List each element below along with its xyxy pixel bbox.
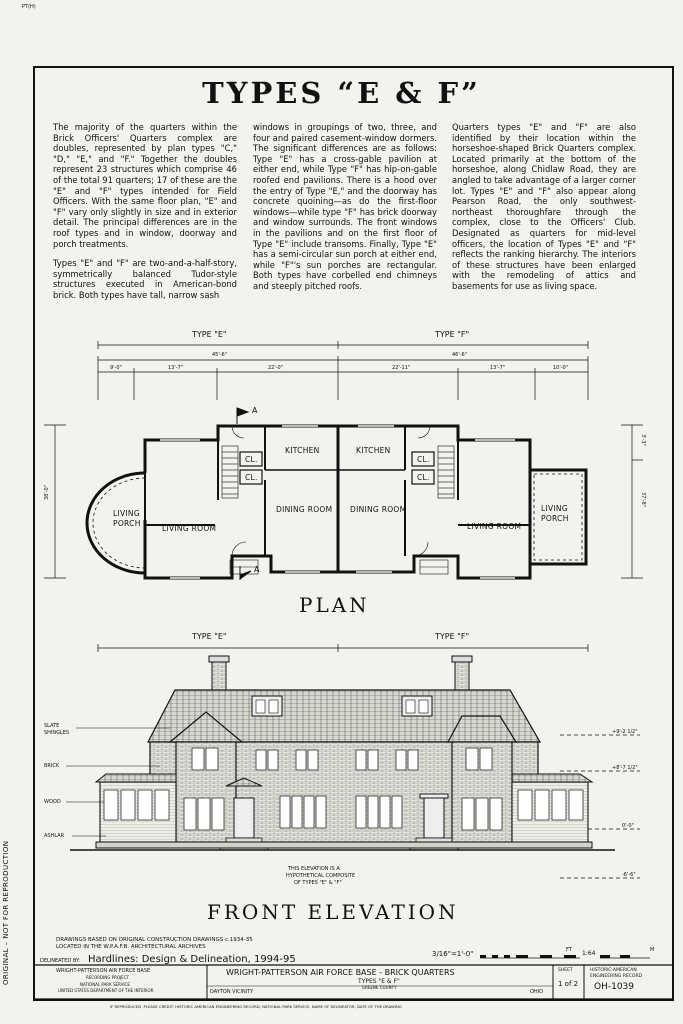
dim-overall-e: 45'-6" xyxy=(212,352,228,358)
haer-line-1: HISTORIC AMERICAN xyxy=(590,968,637,973)
elevation-caption: FRONT ELEVATION xyxy=(207,900,459,924)
scale-ft: FT xyxy=(566,947,572,953)
room-living-porch-right: LIVING xyxy=(541,504,568,513)
paragraph: Quarters types "E" and "F" are also identified by their location within the horseshoe-shaped Brick Quarters complex. Located primarily at the bottom of the horseshoe, along Chidlaw Road, they are angled to take advantage of a larger corner lot. Types "E" and "F" also appear along Pearson Road, the only southwest-northeast thoroughfare through the complex, close to the Officers' Club. Designated as quarters for mid-level officers, the location of Types "E" and "F" reflects the ranking hierarchy. The interiors of these structures have been enlarged with the remodeling of attics and basements for use as living space. xyxy=(452,122,636,291)
room-dining-left: DINING ROOM xyxy=(276,505,333,514)
paragraph: The majority of the quarters within the Brick Officers' Quarters complex are doubles, represented by plan types "C," "D," "E," and "F." Together the doubles represent 23 structures which comprise 46 of the total 91 quarters; 17 of these are the "E" and "F" types intended for Field Officers. With the same floor plan, "E" and "F" vary only slightly in size and in exterior detail. The principal differences are in the roof types and in window, doorway and porch treatments. xyxy=(53,122,237,249)
dim-2: 13'-7" xyxy=(168,365,184,371)
delineated-by-label: DELINEATED BY: xyxy=(40,958,81,964)
sheet-label: SHEET xyxy=(558,968,573,973)
side-note: ORIGINAL – NOT FOR REPRODUCTION xyxy=(2,840,10,985)
scale: 3/16"=1'-0" xyxy=(432,950,474,958)
main-title: WRIGHT-PATTERSON AIR FORCE BASE - BRICK QUARTERS xyxy=(226,968,455,977)
footer-credit: IF REPRODUCED, PLEASE CREDIT: HISTORIC AMERICAN ENGINEERING RECORD, NATIONAL PARK SERVICE, NAME OF DELINEATOR, DATE OF THE DRAWING xyxy=(110,1004,402,1009)
room-living-porch-left: LIVING xyxy=(113,509,140,518)
dim-depth-right: 37'-8" xyxy=(640,492,646,508)
dim-overall-f: 46'-6" xyxy=(452,352,468,358)
scale-m: M xyxy=(650,947,655,953)
plan-type-e-label: TYPE "E" xyxy=(192,330,227,339)
material-ashlar: ASHLAR xyxy=(44,833,65,839)
county: GREENE COUNTY xyxy=(362,985,397,990)
section-marker-a-bottom: A xyxy=(254,565,260,574)
haer-line-2: ENGINEERING RECORD xyxy=(590,974,643,979)
sheet-number: PT(H) xyxy=(22,4,36,10)
drawings-note-2: LOCATED IN THE W.P.A.F.B. ARCHITECTURAL ARCHIVES xyxy=(56,944,206,950)
room-kitchen-left: KITCHEN xyxy=(285,446,320,455)
sheet-title: TYPES “E & F” xyxy=(202,76,481,110)
closet-1: CL. xyxy=(245,455,258,464)
closet-4: CL. xyxy=(417,473,430,482)
project-line-3: NATIONAL PARK SERVICE xyxy=(80,982,130,987)
plan-type-f-label: TYPE "F" xyxy=(435,330,470,339)
material-wood: WOOD xyxy=(44,799,61,805)
dim-5: 13'-7" xyxy=(490,365,506,371)
closet-3: CL. xyxy=(417,455,430,464)
room-dining-right: DINING ROOM xyxy=(350,505,407,514)
haer-number: OH-1039 xyxy=(594,982,635,992)
dim-6: 10'-0" xyxy=(553,365,569,371)
level-1: +9'-2 1/2" xyxy=(612,729,638,735)
dim-3: 22'-0" xyxy=(268,365,284,371)
dim-depth-left: 38'-0" xyxy=(44,484,50,500)
drawings-note-1: DRAWINGS BASED ON ORIGINAL CONSTRUCTION DRAWINGS c.1934-35 xyxy=(56,937,253,943)
elevation-note-3: OF TYPES "E" & "F" xyxy=(294,880,342,886)
elevation-note-1: THIS ELEVATION IS A xyxy=(288,866,340,872)
dim-1: 9'-0" xyxy=(110,365,122,371)
dim-depth-small: 3'-3" xyxy=(640,434,646,446)
level-3: 0'-0" xyxy=(622,823,634,829)
delineator: Hardlines: Design & Delineation, 1994-95 xyxy=(88,954,296,965)
project-line-4: UNITED STATES DEPARTMENT OF THE INTERIOR xyxy=(58,988,154,993)
sheet-value: 1 of 2 xyxy=(558,980,579,988)
scale-ratio: 1:64 xyxy=(582,950,596,957)
material-shingles: SHINGLES xyxy=(44,730,70,736)
paragraph: windows in groupings of two, three, and four and paired casement-window dormers. The significant differences are as follows: Type "E" has a cross-gable pavilion at either end, while Type "F" has hip-on-gable roofed end pavilions. There is a hood over the entry of Type "E," and the doorway has concrete quoining—as do the first-floor windows—while type "F" has brick doorway and window surrounds. The front windows in the pavilions and on the first floor of Type "E" include transoms. Finally, Type "E" has a semi-circular sun porch at either end, while "F"'s sun porches are rectangular. Both types have corbelled end chimneys and steeply pitched roofs. xyxy=(253,122,437,291)
paragraph: Types "E" and "F" are two-and-a-half-story, symmetrically balanced Tudor-style structures executed in American-bond brick. Both types have tall, narrow sash xyxy=(53,258,237,300)
project-line-2: RECORDING PROJECT xyxy=(86,975,129,980)
sub-title: TYPES "E & F" xyxy=(358,978,400,985)
material-brick: BRICK xyxy=(44,763,60,769)
state: OHIO xyxy=(530,989,544,995)
elev-type-e-label: TYPE "E" xyxy=(192,632,227,641)
level-2: +8'-7 1/2" xyxy=(612,765,638,771)
project-line-1: WRIGHT-PATTERSON AIR FORCE BASE xyxy=(56,968,151,974)
section-marker-a-top: A xyxy=(252,406,258,415)
dim-4: 22'-11" xyxy=(392,365,411,371)
plan-caption: PLAN xyxy=(299,593,370,617)
elevation-note-2: HYPOTHETICAL COMPOSITE xyxy=(286,873,356,879)
material-slate: SLATE xyxy=(44,723,60,729)
elev-type-f-label: TYPE "F" xyxy=(435,632,470,641)
room-living-porch-right-2: PORCH xyxy=(541,514,569,523)
room-living-left: LIVING ROOM xyxy=(162,524,217,533)
closet-2: CL. xyxy=(245,473,258,482)
vicinity: DAYTON VICINITY xyxy=(210,989,254,995)
room-kitchen-right: KITCHEN xyxy=(356,446,391,455)
level-4: -6'-6" xyxy=(622,872,636,878)
room-living-right: LIVING ROOM xyxy=(467,522,522,531)
room-living-porch-left-2: PORCH xyxy=(113,519,141,528)
